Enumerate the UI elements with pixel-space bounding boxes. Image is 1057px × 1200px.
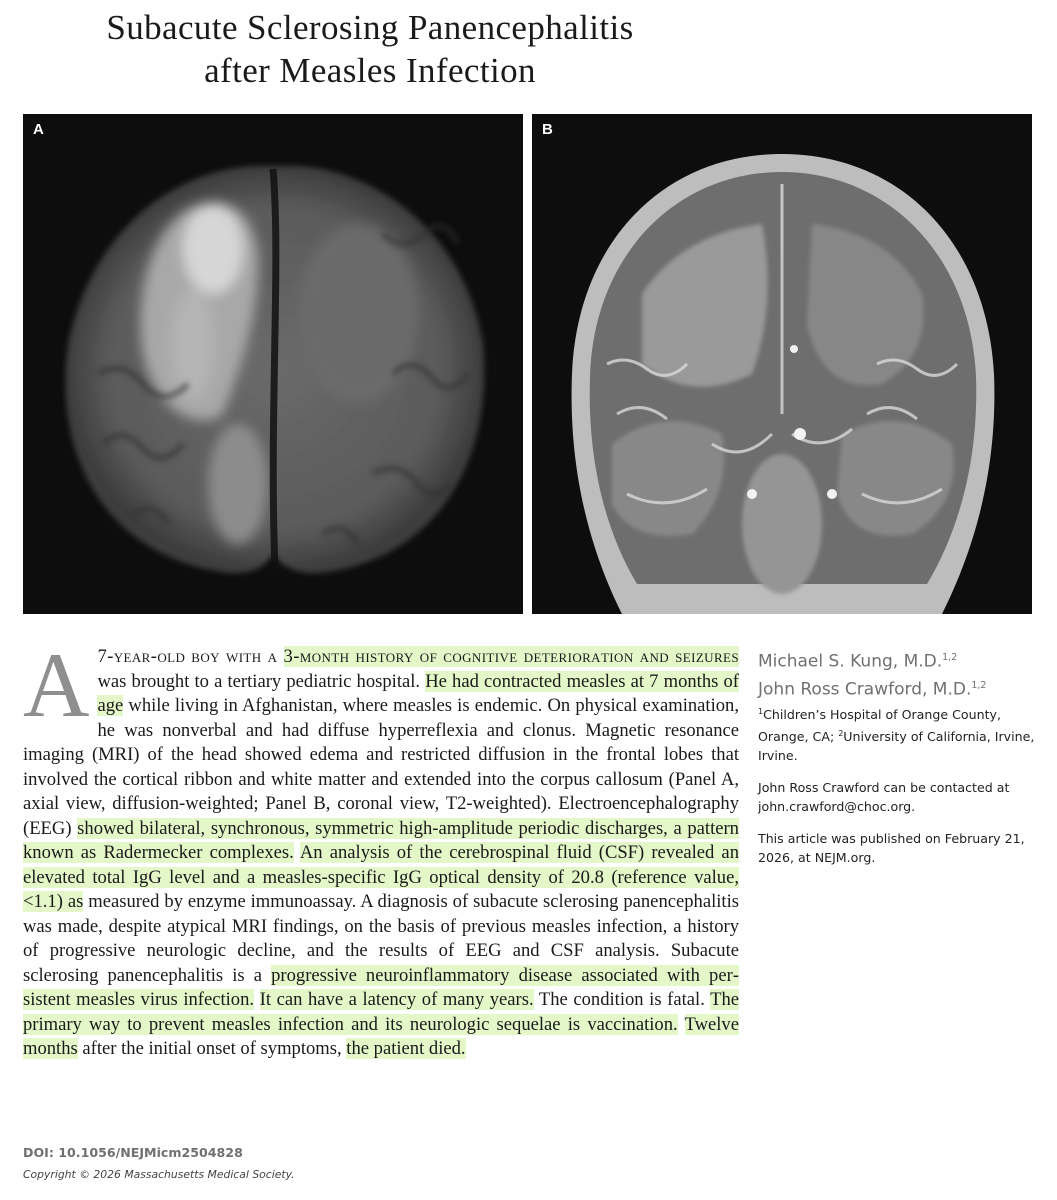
affil-sup-1: 1 bbox=[758, 707, 764, 717]
highlight-disease: progressive neuroinflammatory disease associated with persistent measles virus infection. bbox=[23, 964, 739, 1010]
highlight-outcome: the patient died. bbox=[346, 1038, 466, 1059]
title-line-2: after Measles Infection bbox=[204, 51, 536, 90]
highlight-csf: An analysis of the cerebrospinal fluid (CSF) revealed an elevated total IgG level and a measles-specific IgG optical density of 20.8 (reference value, <1.1) as bbox=[23, 842, 739, 912]
title-line-1: Subacute Sclerosing Panencephalitis bbox=[106, 8, 634, 47]
author-1-name: Michael S. Kung, M.D. bbox=[758, 651, 943, 672]
author-1-sup: 1,2 bbox=[942, 652, 958, 663]
doi: DOI: 10.1056/NEJMicm2504828 bbox=[23, 1145, 243, 1160]
author-sidebar bbox=[758, 646, 1040, 867]
publication-note: This article was published on February 21, 2026, at NEJM.org. bbox=[758, 831, 1025, 865]
author-2 bbox=[758, 674, 1040, 702]
affiliation-1: Children’s Hospital of Orange County, Orange, CA; bbox=[758, 707, 1001, 745]
axial-brain-image bbox=[23, 114, 523, 614]
highlight-vaccination: The primary way to prevent measles infection and its neurologic sequelae is vaccination. bbox=[23, 989, 740, 1035]
text-segment bbox=[678, 1014, 685, 1035]
author-2-name: John Ross Crawford, M.D. bbox=[758, 679, 972, 700]
text-segment: after the initial onset of symptoms, bbox=[77, 1038, 347, 1059]
text-segment: while living in Afghanistan, where measles is endemic. On physical examination, he was nonverbal and had diffuse hyperreflexia and clonus. Magnetic resonance imaging (MRI) of the head showed edema and restricted diffusion in the frontal lobes that involved the cortical ribbon and white matter and extended into the corpus callosum (Panel A, axial view, diffusion-weighted; Panel B, coronal view, T2-weighted). Electroencephalography (EEG) bbox=[23, 695, 739, 839]
affil-sup-2: 2 bbox=[838, 729, 844, 738]
panel-a-label: A bbox=[33, 121, 44, 138]
highlight-twelve-months: Twelve months bbox=[23, 1013, 739, 1059]
text-segment bbox=[254, 989, 260, 1010]
affiliations bbox=[758, 703, 1040, 765]
drop-cap: A bbox=[23, 634, 90, 736]
author-2-sup: 1,2 bbox=[971, 679, 987, 691]
panel-b-label: B bbox=[542, 121, 553, 138]
highlight-latency: It can have a latency of many years. bbox=[259, 989, 534, 1010]
mri-panel-a-axial bbox=[23, 114, 523, 614]
text-segment: measured by enzyme immunoassay. A diagnosis of subacute sclerosing panencephalitis was made, despite atypical MRI findings, on the basis of previous measles infection, a history of progressive neurologic decline, and the results of EEG and CSF analysis. Subacute sclerosing panencephalitis is a bbox=[23, 891, 739, 986]
text-segment: was brought to a tertiary pediatric hospital. bbox=[97, 670, 426, 692]
highlight-eeg: showed bilateral, synchronous, symmetric high-amplitude periodic discharges, a pattern known as Radermecker complexes. bbox=[23, 817, 739, 863]
mri-panel-b-coronal bbox=[532, 114, 1032, 614]
highlight-measles-age: He had contracted measles at 7 months of age bbox=[97, 670, 739, 716]
highlight-history: 3-month history of cognitive deterioration and seizures bbox=[283, 646, 739, 667]
case-description bbox=[23, 634, 740, 1062]
author-1 bbox=[758, 646, 1040, 674]
copyright: Copyright © 2026 Massachusetts Medical Society. bbox=[23, 1168, 295, 1181]
contact-note: John Ross Crawford can be contacted at john.crawford@choc.org. bbox=[758, 780, 1010, 814]
lead-in: 7-year-old boy with a bbox=[97, 646, 284, 667]
article-title bbox=[40, 6, 700, 92]
text-segment: The condition is fatal. bbox=[533, 989, 711, 1010]
text-segment bbox=[294, 842, 300, 863]
coronal-brain-image bbox=[532, 114, 1032, 614]
affiliation-2: University of California, Irvine, Irvine. bbox=[758, 729, 1035, 763]
